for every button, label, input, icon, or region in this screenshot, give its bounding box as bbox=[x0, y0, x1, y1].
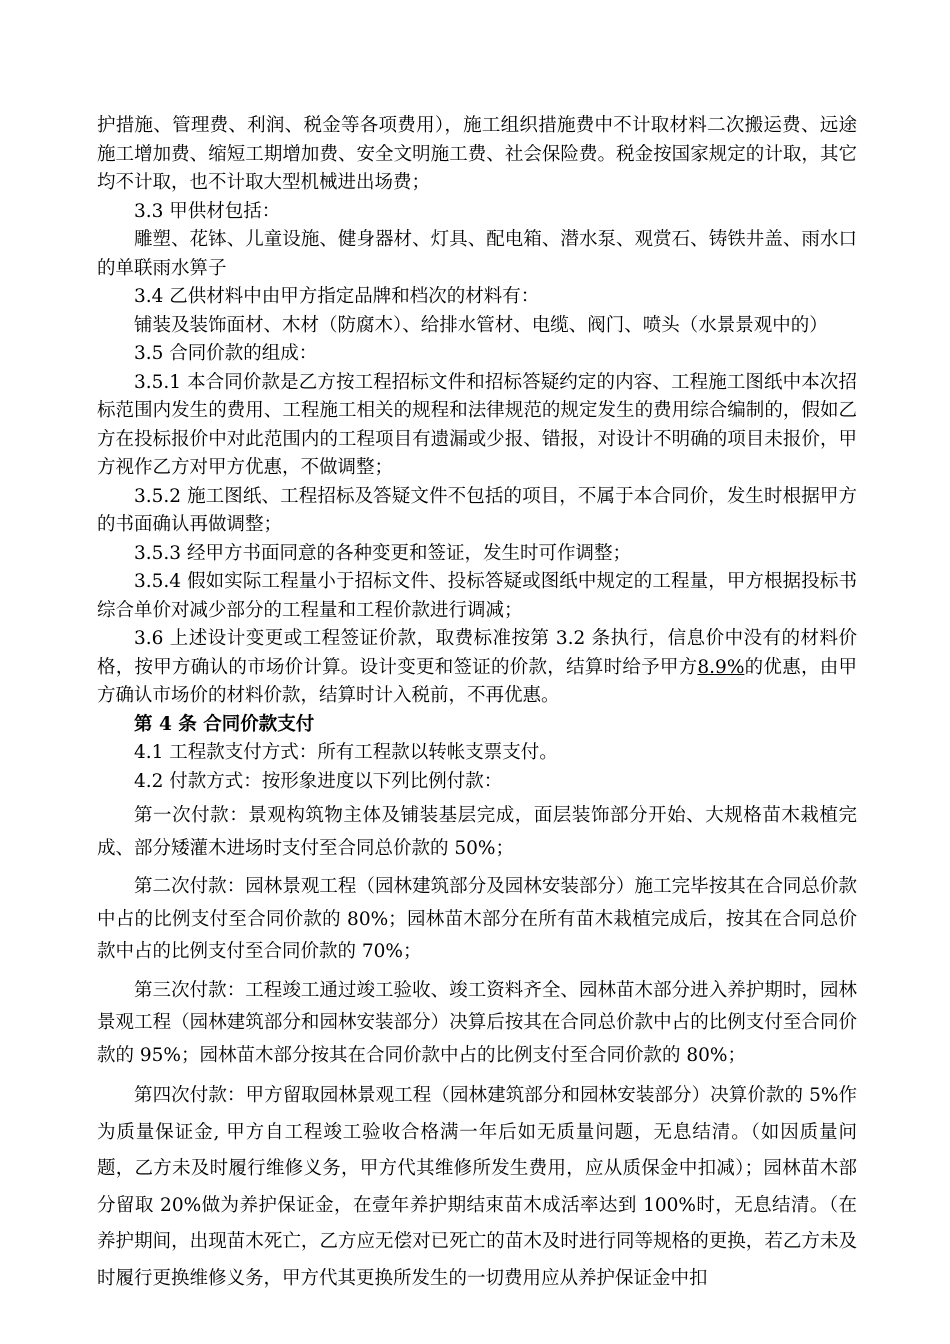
clause-3-6-text-a: 3.6 上述设计变更或工程签证价款，取费标准按第 3.2 条执行，信息价中没有的材料价格，按甲方确认的市场价计算。设计变更和签证的价款，结算时给予甲方 bbox=[97, 628, 857, 678]
payment-second: 第二次付款：园林景观工程（园林建筑部分及园林安装部分）施工完毕按其在合同总价款中占的比例支付至合同价款的 80%；园林苗木部分在所有苗木栽植完成后，按其在合同总价款中占的比例支付至合同价款的 70%； bbox=[97, 876, 857, 962]
discount-rate: 8.9% bbox=[697, 656, 745, 678]
clause-4-1: 4.1 工程款支付方式：所有工程款以转帐支票支付。 bbox=[134, 742, 558, 763]
payment-fourth-block bbox=[97, 1078, 857, 1297]
clause-4-2: 4.2 付款方式：按形象进度以下列比例付款： bbox=[134, 770, 503, 792]
clause-3-5: 3.5 合同价款的组成： bbox=[134, 343, 318, 364]
clause-3-5-2: 3.5.2 施工图纸、工程招标及答疑文件不包括的项目，不属于本合同价，发生时根据甲方的书面确认再做调整； bbox=[97, 485, 857, 535]
clause-3-5-1: 3.5.1 本合同价款是乙方按工程招标文件和招标答疑约定的内容、工程施工图纸中本次招标范围内发生的费用、工程施工相关的规程和法律规范的规定发生的费用综合编制的，假如乙方在投标报价中对此范围内的工程项目有遗漏或少报、错报，对设计不明确的项目未报价，甲方视作乙方对甲方优惠，不做调整； bbox=[97, 371, 857, 478]
payment-third: 第三次付款：工程竣工通过竣工验收、竣工资料齐全、园林苗木部分进入养护期时，园林景观工程（园林建筑部分和园林安装部分）决算后按其在合同总价款中占的比例支付至合同价款的 95%；园林苗木部分按其在合同价款中占的比例支付至合同价款的 80%； bbox=[97, 979, 857, 1066]
paragraph-continuation: 护措施、管理费、利润、税金等各项费用），施工组织措施费中不计取材料二次搬运费、远途施工增加费、缩短工期增加费、安全文明施工费、社会保险费。税金按国家规定的计取，其它均不计取，也不计取大型机械进出场费； bbox=[97, 115, 857, 193]
clause-3-6 bbox=[97, 625, 857, 711]
clause-3-4: 3.4 乙供材料中由甲方指定品牌和档次的材料有： bbox=[134, 286, 540, 307]
payment-first: 第一次付款：景观构筑物主体及铺装基层完成，面层装饰部分开始、大规格苗木栽植完成、部分矮灌木进场时支付至合同总价款的 50%； bbox=[97, 805, 857, 859]
clause-3-4-items: 铺装及装饰面材、木材（防腐木）、给排水管材、电缆、阀门、喷头（水景景观中的） bbox=[134, 314, 828, 336]
clause-3-5-4: 3.5.4 假如实际工程量小于招标文件、投标答疑或图纸中规定的工程量，甲方根据投标书综合单价对减少部分的工程量和工程价款进行调减； bbox=[97, 571, 857, 621]
clause-3-6-text-b: 的优惠，由甲方确认市场价的材料价款，结算时计入税前，不再优惠。 bbox=[97, 656, 857, 706]
payment-fourth: 第四次付款：甲方留取园林景观工程（园林建筑部分和园林安装部分）决算价款的 5%作为质量保证金, 甲方自工程竣工验收合格满一年后如无质量问题，无息结清。（如因质量问题，乙方未及时履行维修义务，甲方代其维修所发生费用，应从质保金中扣减）；园林苗木部分留取 20%做为养护保证金，在壹年养护期结束苗木成活率达到 100%时，无息结清。（在养护期间，出现苗木死亡，乙方应无偿对已死亡的苗木及时进行同等规格的更换，若乙方未及时履行更换维修义务，甲方代其更换所发生的一切费用应从养护保证金中扣 bbox=[97, 1085, 857, 1289]
document-body bbox=[97, 112, 857, 1297]
clause-3-3-items: 雕塑、花钵、儿童设施、健身器材、灯具、配电箱、潜水泵、观赏石、铸铁井盖、雨水口的单联雨水箅子 bbox=[97, 229, 857, 279]
clause-3-3: 3.3 甲供材包括： bbox=[134, 200, 281, 222]
clause-3-5-3: 3.5.3 经甲方书面同意的各种变更和签证，发生时可作调整； bbox=[134, 542, 631, 564]
payment-schedule bbox=[97, 800, 857, 1078]
section-heading-4: 第 4 条 合同价款支付 bbox=[134, 713, 315, 735]
